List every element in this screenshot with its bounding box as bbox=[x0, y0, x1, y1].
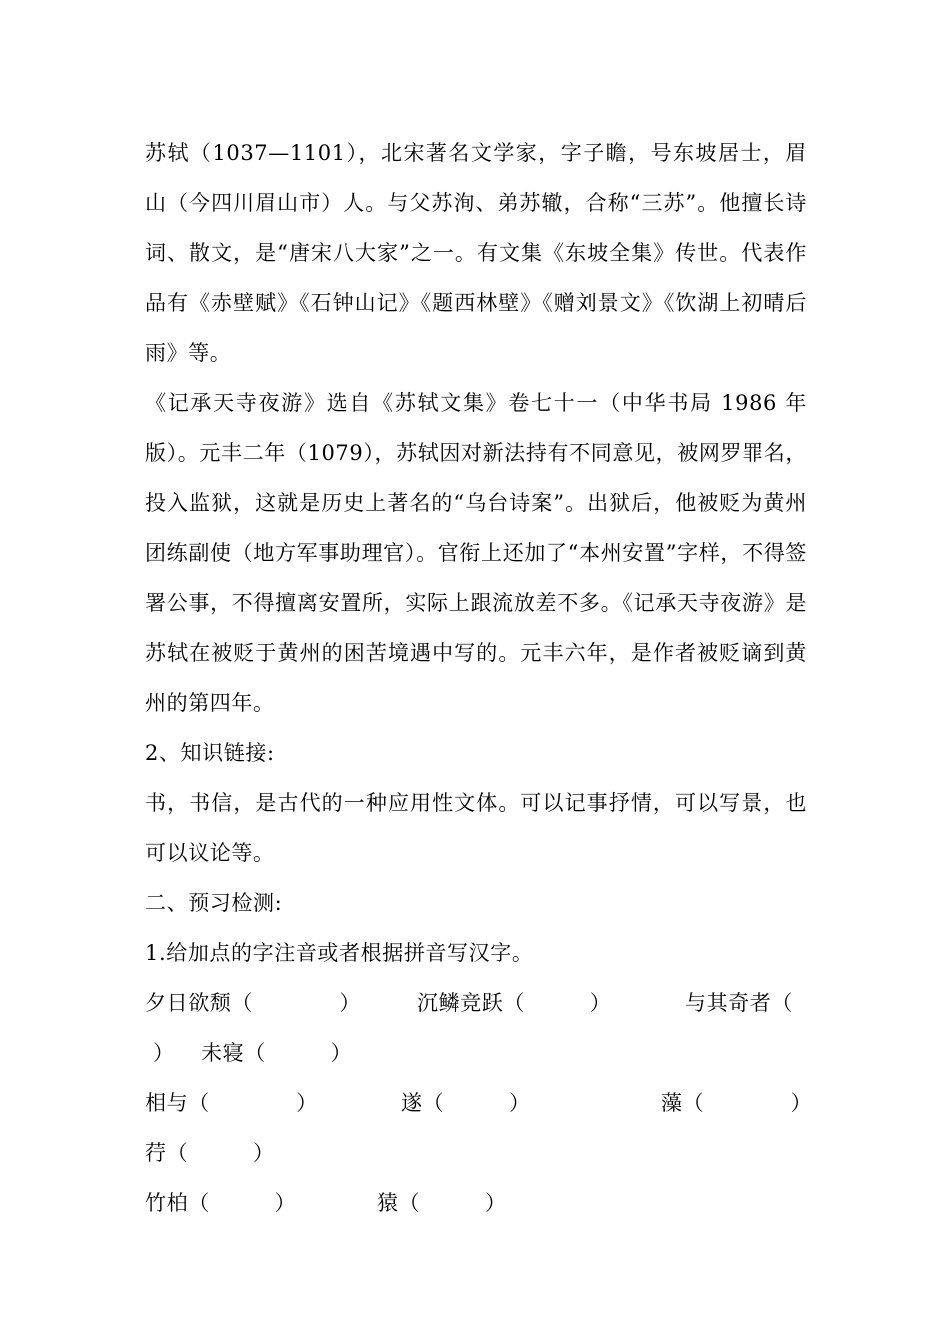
preview-heading: 二、预习检测: bbox=[145, 891, 283, 915]
exercise-item: 相与（ ） bbox=[145, 1091, 318, 1115]
exercise-item: 沉鳞竞跃（ ） bbox=[417, 991, 612, 1015]
exercise-item: 与其奇者（ bbox=[685, 991, 793, 1015]
document-page bbox=[145, 128, 813, 1228]
exercise-row bbox=[145, 1178, 807, 1228]
exercise-item: 竹柏（ ） bbox=[145, 1191, 297, 1215]
background-paragraph: 《记承天寺夜游》选自《苏轼文集》卷七十一（中华书局 1986 年版）。元丰二年（1079），苏轼因对新法持有不同意见，被网罗罪名，投入监狱，这就是历史上著名的“乌台诗案”。出狱后，他被贬为黄州团练副使（地方军事助理官）。官衔上还加了“本州安置”字样，不得签署公事，不得擅离安置所，实际上跟流放差不多。《记承天寺夜游》是苏轼在被贬于黄州的困苦境遇中写的。元丰六年，是作者被贬谪到黄州的第四年。 bbox=[145, 391, 807, 715]
exercise-item: 猿（ ） bbox=[377, 1191, 507, 1215]
exercise-row bbox=[145, 1128, 807, 1178]
knowledge-paragraph: 书，书信，是古代的一种应用性文体。可以记事抒情，可以写景，也可以议论等。 bbox=[145, 791, 807, 865]
knowledge-heading: 2、知识链接: bbox=[145, 741, 275, 765]
exercise-item: 荇（ ） bbox=[145, 1141, 275, 1165]
exercise-item: 夕日欲颓（ ） bbox=[145, 991, 361, 1015]
exercise-row bbox=[145, 1078, 813, 1128]
exercise-item: 藻（ ） bbox=[661, 1091, 813, 1115]
preview-question: 1.给加点的字注音或者根据拼音写汉字。 bbox=[145, 941, 534, 965]
exercise-item: ） bbox=[153, 1041, 175, 1065]
exercise-item: 遂（ ） bbox=[401, 1091, 531, 1115]
exercise-row bbox=[145, 1028, 807, 1078]
exercise-row bbox=[145, 978, 807, 1028]
exercise-item: 未寝（ ） bbox=[201, 1041, 353, 1065]
author-bio-paragraph: 苏轼（1037—1101），北宋著名文学家，字子瞻，号东坡居士，眉山（今四川眉山市）人。与父苏洵、弟苏辙，合称“三苏”。他擅长诗词、散文，是“唐宋八大家”之一。有文集《东坡全集》传世。代表作品有《赤壁赋》《石钟山记》《题西林壁》《赠刘景文》《饮湖上初晴后雨》等。 bbox=[145, 141, 807, 365]
